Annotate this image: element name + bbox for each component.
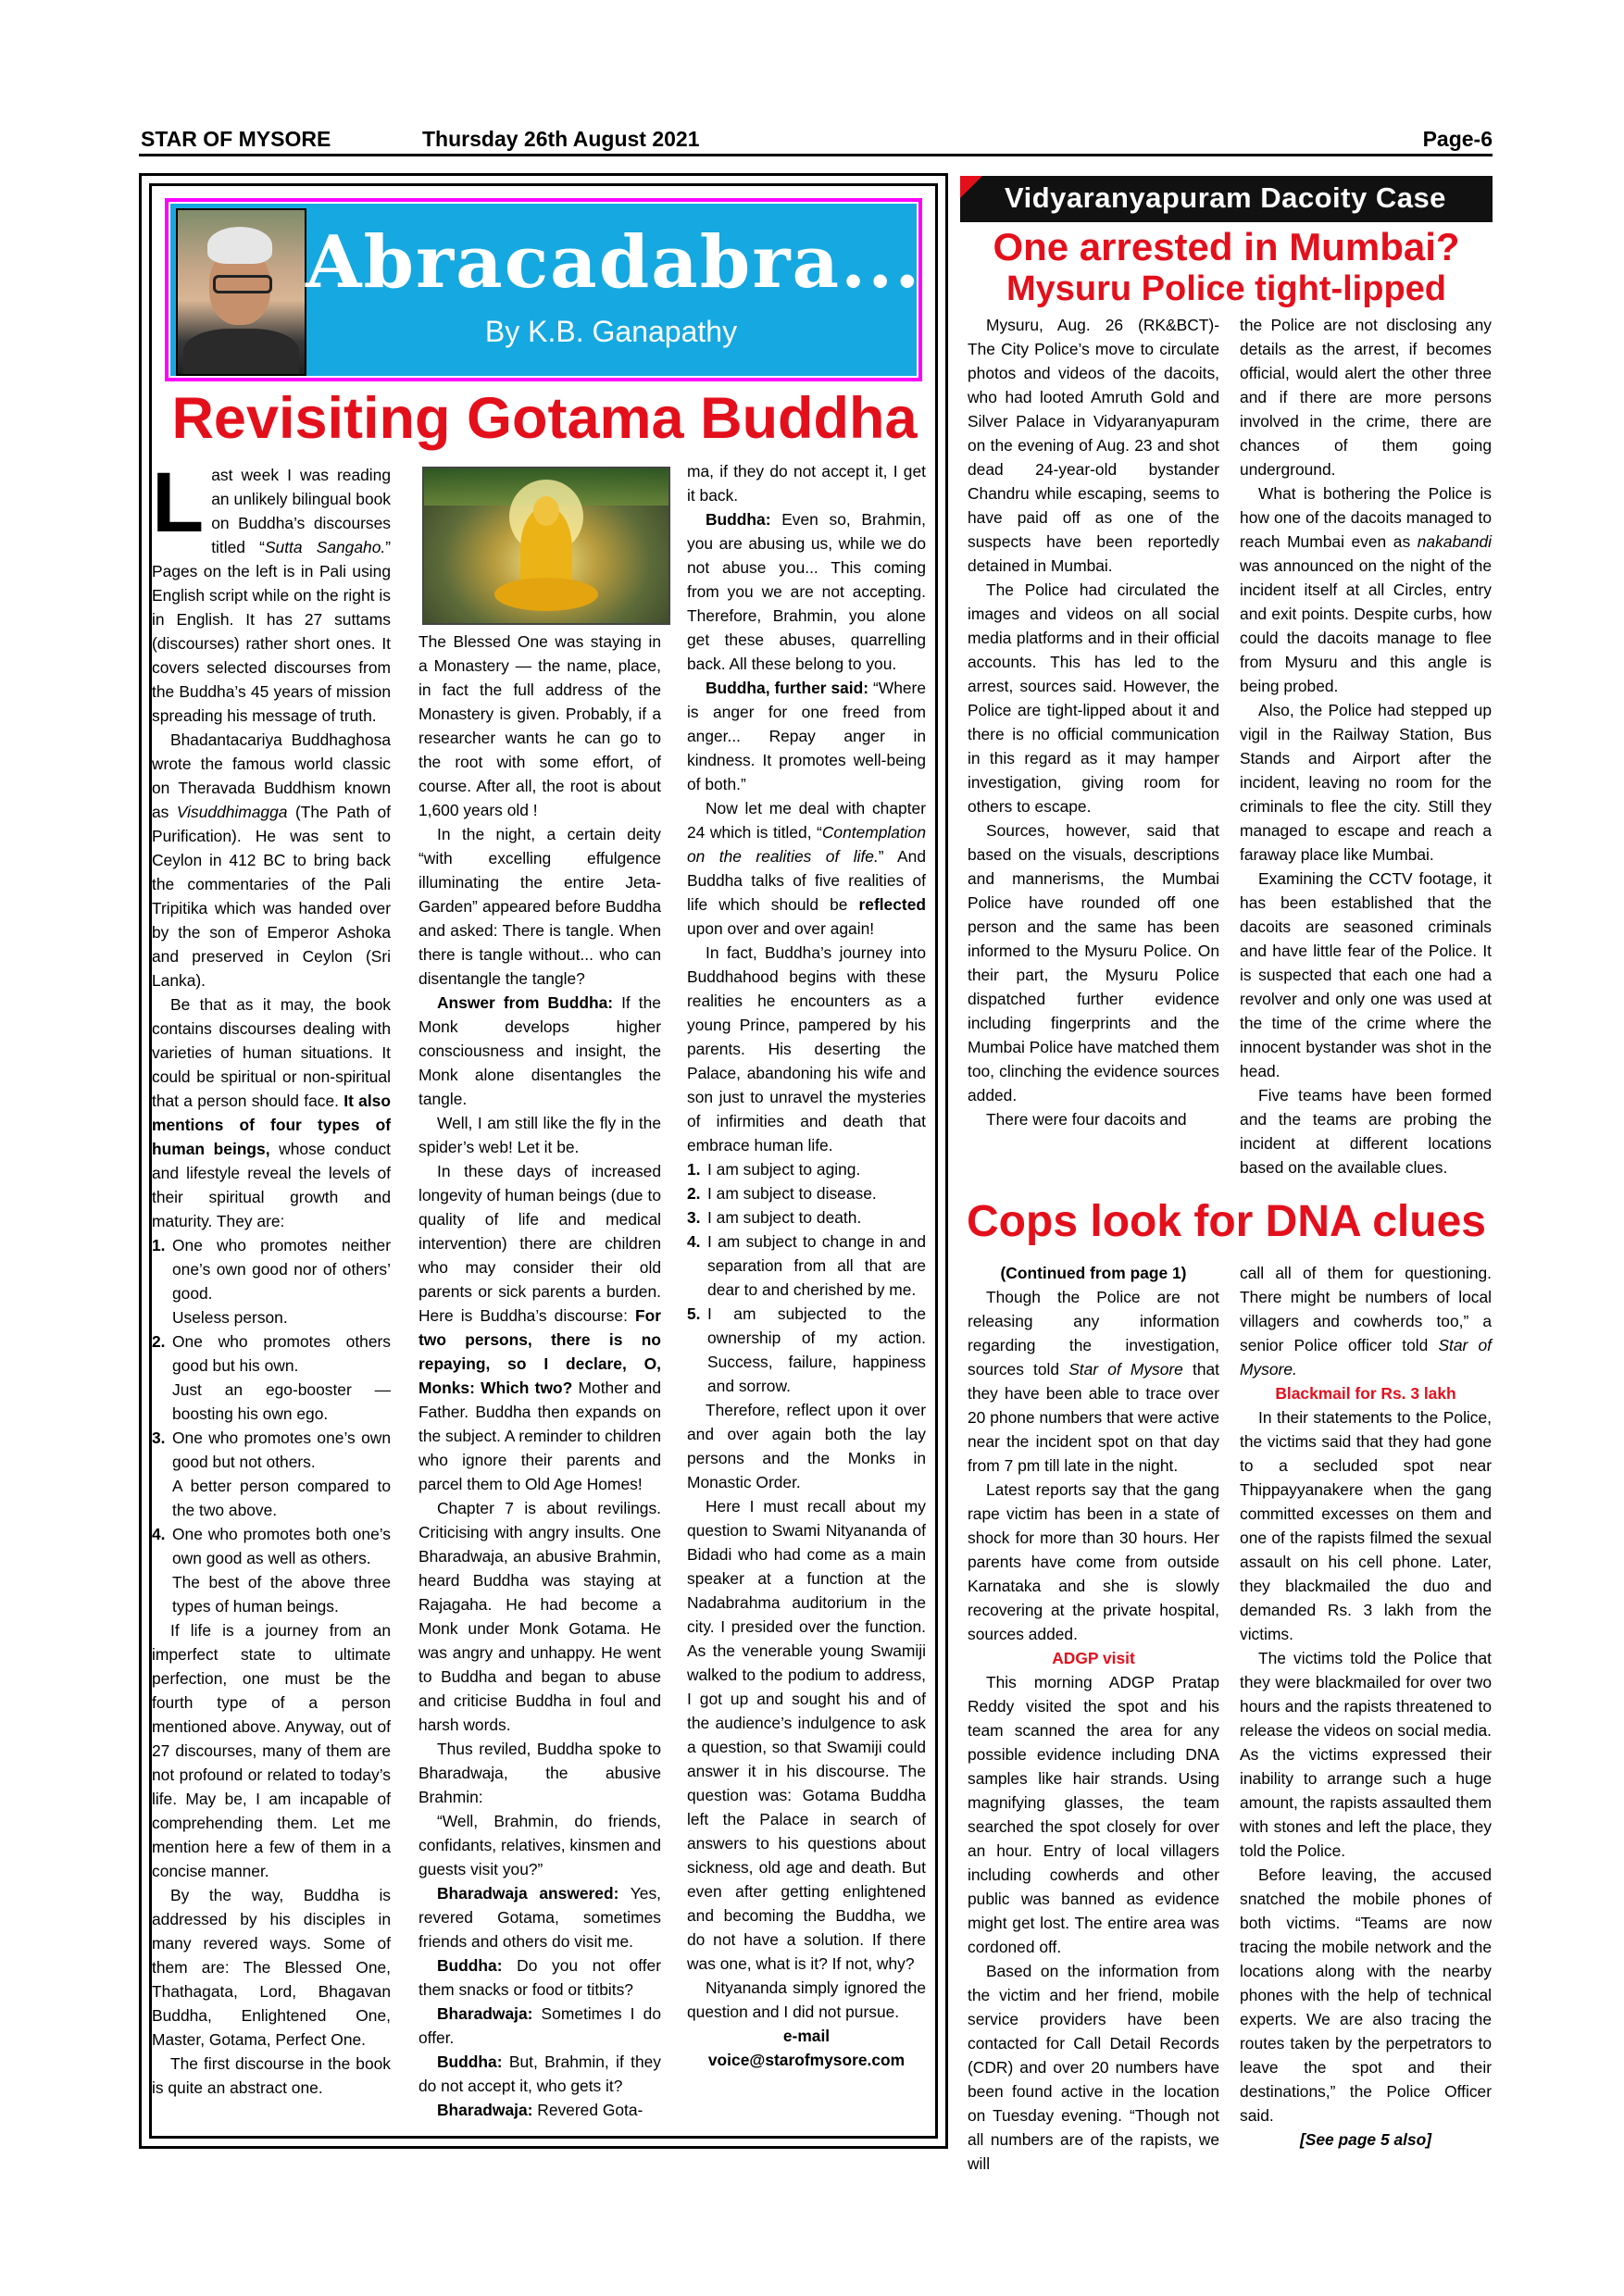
list-item: 4. One who promotes both one’s own good as well as others. [152,1525,391,1567]
story1-headline: One arrested in Mumbai? [993,225,1460,268]
column-title: Abracadabra... [306,220,922,305]
realities-list [687,1157,926,1398]
drop-cap: L [152,455,205,550]
header-rule [139,154,1493,156]
email-label: e-mail [782,2027,831,2045]
page-number: Page-6 [1422,127,1493,151]
list-item: 3. I am subject to death. [687,1208,862,1227]
list-item: 4. I am subject to change in and separation from all that are dear to and cherished by me. [687,1232,926,1299]
story1-subheadline: Mysuru Police tight-lipped [1006,269,1447,308]
story2-col-1: (Continued from page 1) Though the Police are not releasing any information regarding the investigation, sources told Star of Mysore that they have been able to trace over 20 phone numbers that were active near the incident spot on that day from 7 pm till late in the night. Latest reports say that the gang rape victim has been in a state of shock for more than 30 hours. Her parents have come from outside Karnataka and she is slowly recovering at the private hospital, sources added. ADGP visit This morning ADGP Pratap Reddy visited the spot and his team scanned the area for any possible evidence including DNA samples like hair strands. Using magnifying glasses, the team searched the spot closely for over an hour. Entry of local villagers including cowherds and other public was banned as evidence might get lost. The entire area was cordoned off. Based on the information from the victim and her friend, mobile service providers have been contacted for Call Detail Records (CDR) and over 20 numbers have been found active in the location on Tuesday evening. “Though not all numbers are of the rapists, we will [968,1264,1219,2173]
list-item: 3. One who promotes one’s own good but not others. [152,1429,391,1471]
story1-col-2: the Police are not disclosing any details as the arrest, if becomes official, would alert the other three and if there are more persons involved in the crime, there are chances of them going underground. What is bothering the Police is how one of the dacoits managed to reach Mumbai even as nakabandi was announced on the night of the incident itself at all Circles, entry and exit points. Despite curbs, how could the dacoits manage to flee from Mysuru and this angle is being probed. Also, the Police had stepped up vigil in the Railway Station, Bus Stands and Airport after the incident, leaving no room for the criminals to flee the city. Still they managed to escape and reach a faraway place like Mumbai. Examining the CCTV footage, it has been established that the dacoits are seasoned criminals and have little fear of the Police. It is suspected that each one had a revolver and only one was used at the time of the crime where the innocent bystander was shot in the head. Five teams have been formed and the teams are probing the incident at different locations based on the available clues. [1240,316,1492,1177]
see-page-note[interactable]: [See page 5 also] [1299,2130,1432,2149]
list-item: 5. I am subjected to the ownership of my action. Success, failure, happiness and sorrow. [687,1304,926,1395]
list-item: 1. One who promotes neither one’s own good nor of others’ good. [152,1236,391,1303]
story2-headline: Cops look for DNA clues [967,1197,1486,1246]
article-col-1: Last week I was reading an unlikely bilingual book on Buddha’s discourses titled “Sutta Sangaho.” Pages on the left is in Pali using English script while on the right is in English. It has 27 suttams (discourses) rather short ones. It covers selected discourses from the Buddha’s 45 years of mission spreading his message of truth. Bhadantacariya Buddhaghosa wrote the famous world classic on Theravada Buddhism known as Visuddhimagga (The Path of Purification). He was sent to Ceylon in 412 BC to bring back the commentaries of the Pali Tripitika which was handed over by the son of Emperor Ashoka and preserved in Ceylon (Sri Lanka). Be that as it may, the book contains discourses dealing with varieties of human situations. It could be spiritual or non-spiritual that a person should face. It also mentions of four types of human beings, whose conduct and lifestyle reveal the levels of their spiritual growth and maturity. They are: 1. One who promotes neither one’s own good nor of others’ good. Useless person. 2. One who promotes others good but his own. Just an ego-booster — boosting his own ego. 3. One who promotes one’s own good but not others. A better person compared to the two above. 4. One who promotes both one’s own good as well as others. The best of the above three types of human beings. If life is a journey from an imperfect state to ultimate perfection, one must be the fourth type of a person mentioned above. Anyway, out of 27 discourses, many of them are not profound or related to today’s life. May be, I am incapable of comprehending them. Let me mention here a few of them in a concise manner. By the way, Buddha is addressed by his disciples in many revered ways. Some of them are: The Blessed One, Thathagata, Lord, Bhagavan Buddha, Enlightened One, Master, Gotama, Perfect One. The first discourse in the book is quite an abstract one. [152,455,392,2097]
article-headline: Revisiting Gotama Buddha [171,386,918,451]
list-item: 2. I am subject to disease. [687,1184,877,1203]
human-types-list: 1. One who promotes neither one’s own good nor of others’ good. Useless person. 2. One who promotes others good but his own. Just an ego-booster — boosting his own ego. 3. One who promotes one’s own good but not others. A better person compared to the two above. 4. One who promotes both one’s own good as well as others. The best of the above three types of human beings. [152,1233,391,1618]
author-email[interactable]: voice@starofmysore.com [707,2051,906,2069]
subhead-blackmail: Blackmail for Rs. 3 lakh [1275,1384,1456,1403]
issue-date: Thursday 26th August 2021 [422,127,700,151]
list-item: 2. One who promotes others good but his own. [152,1332,391,1375]
story1-col-1: Mysuru, Aug. 26 (RK&BCT)- The City Police’s move to circulate photos and videos of the dacoits, who had looted Amruth Gold and Silver Palace in Vidyaranyapuram on the evening of Aug. 23 and shot dead 24-year-old bystander Chandru while escaping, seems to have paid off as one of the suspects have been reportedly detained in Mumbai. The Police had circulated the images and videos on all social media platforms and in their official accounts. This has led to the arrest, sources said. However, the Police are tight-lipped about it and there is no official communication in this regard as it may hamper investigation, giving room for others to escape. Sources, however, said that based on the visuals, descriptions and mannerisms, the Mumbai Police have rounded off one person and the same has been informed to the Mysuru Police. On their part, the Mysuru Police dispatched further evidence including fingerprints and the Mumbai Police have matched them too, clinching the evidence sources added. There were four dacoits and [968,316,1219,1129]
continued-note: (Continued from page 1) [1000,1264,1187,1282]
column-byline: By K.B. Ganapathy [484,315,738,348]
article-col-2: The Blessed One was staying in a Monastery — the name, place, in fact the full address of the Monastery is given. Probably, if a researcher wants he can go to the root with some effort, of course. After all, the root is about 1,600 years old ! In the night, a certain deity “with excelling effulgence illuminating the entire Jeta-Garden” appeared before Buddha and asked: There is tangle. When there is tangle without... who can disentangle the tangle? Answer from Buddha: If the Monk develops higher consciousness and insight, the Monk alone disentangles the tangle. Well, I am still like the fly in the spider’s web! Let it be. In these days of increased longevity of human beings (due to quality of life and medical intervention) there are children who may consider their old parents or sick parents a burden. Here is Buddha’s discourse: For two persons, there is no repaying, so I declare, O, Monks: Which two? Mother and Father. Buddha then expands on the subject. A reminder to children who ignore their parents and parcel them to Old Age Homes! Chapter 7 is about revilings. Criticising with angry insults. One Bharadwaja, an abusive Brahmin, heard Buddha was staying at Rajagaha. He had become a Monk under Monk Gotama. He was angry and unhappy. He went to Buddha and began to abuse and criticise Buddha in foul and harsh words. Thus reviled, Buddha spoke to Bharadwaja, the abusive Brahmin: “Well, Brahmin, do friends, confidants, relatives, kinsmen and guests visit you?” Bharadwaja answered: Yes, revered Gotama, sometimes friends and others do visit me. Buddha: Do you not offer them snacks or food or titbits? Bharadwaja: Sometimes I do offer. Buddha: But, Brahmin, if they do not accept it, who gets it? Bharadwaja: Revered Gota- [418,632,661,2119]
publication-name: STAR OF MYSORE [141,127,331,151]
author-portrait [176,208,306,376]
buddha-illustration [422,467,670,625]
page-header [139,125,1493,158]
story2-col-2: call all of them for questioning. There might be numbers of local villagers and cowherds too,” a senior Police officer told Star of Mysore. Blackmail for Rs. 3 lakh In their statements to the Police, the victims said that they had gone to a secluded spot near Thippayyanakere when the gang committed excesses on them and one of the rapists filmed the sexual assault on his cell phone. Later, they blackmailed the duo and demanded Rs. 3 lakh from the victims. The victims told the Police that they were blackmailed for over two hours and the rapists threatened to release the videos on social media. As the victims expressed their inability to arrange such a huge amount, the rapists assaulted them with stones and left the place, they told the Police. Before leaving, the accused snatched the mobile phones of both victims. “Teams are now tracing the mobile network and the locations along with the nearby phones with the help of technical experts. We are also tracing the routes taken by the perpetrators to leave the spot and their destinations,” the Police Officer said. [See page 5 also] [1240,1264,1493,2149]
article-col-3: ma, if they do not accept it, I get it back. Buddha: Even so, Brahmin, you are abusing us, while we do not abuse you... This coming from you we are not accepting. Therefore, Brahmin, you alone get these abuses, quarrelling back. All these belong to you. Buddha, further said: “Where is anger for one freed from anger... Repay anger in kindness. It promotes well-being of both.” Now let me deal with chapter 24 which is titled, “Contemplation on the realities of life.” And Buddha talks of five realities of life which should be reflected upon over and over again! In fact, Buddha’s journey into Buddhahood begins with these realities he encounters as a young Prince, pampered by his parents. His deserting the Palace, abandoning his wife and son just to unravel the mysteries of infirmities and death that embrace human life. 1. I am subject to aging. 2. I am subject to disease. 3. I am subject to death. 4. I am subject to change in and separation from all that are dear to and cherished by me. 5. I am subjected to the ownership of my action. Success, failure, happiness and sorrow. Therefore, reflect upon it over and over again both the lay persons and the Monks in Monastic Order. Here I must recall about my question to Swami Nityananda of Bidadi who had come as a main speaker at a function at the Nadabrahma auditorium in the city. I presided over the function. As the venerable young Swamiji walked to the podium to address, I got up and sought his and of the audience’s indulgence to ask a question, so that Swamiji could answer it in his discourse. The question was: Gotama Buddha left the Palace in search of answers to his questions about sickness, old age and death. But even after getting enlightened and becoming the Buddha, we do not have a solution. If there was one, what is it? If not, why? Nityananda simply ignored the question and I did not pursue. e-mail voice@starofmysore.com [687,462,927,2069]
story-kicker: Vidyaranyapuram Dacoity Case [960,176,1493,222]
list-item: 1. I am subject to aging. [687,1160,861,1179]
subhead-adgp-visit: ADGP visit [1052,1649,1135,1667]
